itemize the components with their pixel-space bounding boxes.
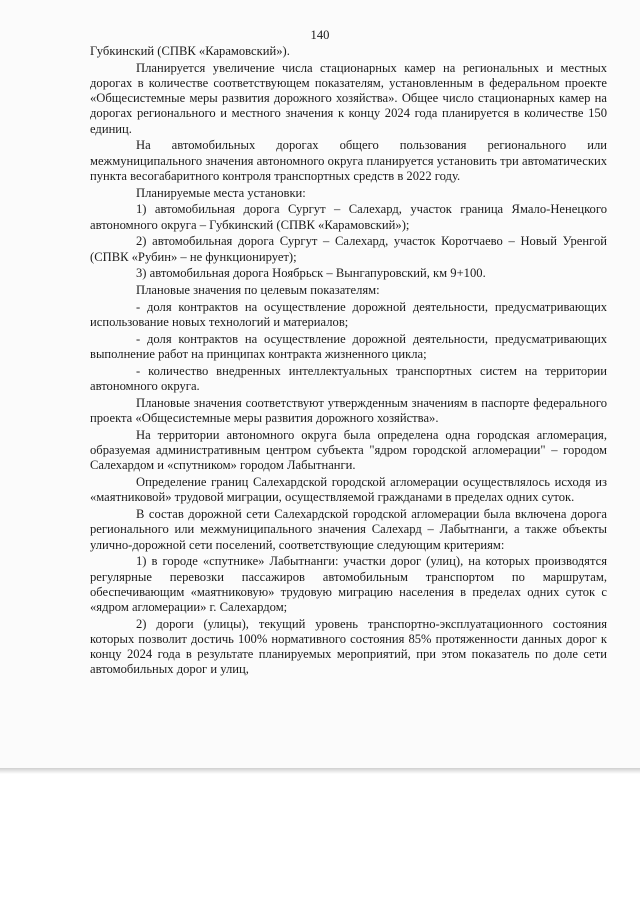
- list-item: 1) автомобильная дорога Сургут – Салехард, участок граница Ямало-Ненецкого автономного округа – Губкинский (СПВК «Карамовский»);: [90, 202, 607, 232]
- list-item: - количество внедренных интеллектуальных транспортных систем на территории автономного округа.: [90, 364, 607, 394]
- list-item: 3) автомобильная дорога Ноябрьск – Вынгапуровский, км 9+100.: [136, 266, 486, 281]
- paragraph: Плановые значения соответствуют утвержденным значениям в паспорте федерального проекта «Общесистемные меры развития дорожного хозяйства».: [90, 396, 607, 426]
- paragraph: На автомобильных дорогах общего пользования регионального или межмуниципального значения автономного округа планируется установить три автоматических пункта весогабаритного контроля транспортных средств в 2022 году.: [90, 138, 607, 183]
- list-item: 1) в городе «спутнике» Лабытнанги: участки дорог (улиц), на которых производятся регулярные перевозки пассажиров автомобильным транспортом по маршрутам, обеспечивающим «маятниковую» трудовую миграцию населения в пределах одних суток с «ядром агломерации» г. Салехардом;: [90, 554, 607, 615]
- page-number: 140: [310, 28, 330, 42]
- paragraph: Планируемые места установки:: [136, 185, 306, 200]
- paragraph: Планируется увеличение числа стационарных камер на региональных и местных дорогах в количестве соответствующем показателям, установленным в федеральном проекте «Общесистемные меры развития дорожного хозяйства». Общее число стационарных камер на дорогах регионального и местного значения к концу 2024 года планируется в количестве 150 единиц.: [90, 60, 607, 136]
- list-item: - доля контрактов на осуществление дорожной деятельности, предусматривающих использование новых технологий и материалов;: [90, 300, 607, 330]
- paragraph: Определение границ Салехардской городской агломерации осуществлялось исходя из «маятниковой» трудовой миграции, осуществляемой гражданами в пределах одних суток.: [90, 475, 607, 505]
- list-item: - доля контрактов на осуществление дорожной деятельности, предусматривающих выполнение работ на принципах контракта жизненного цикла;: [90, 332, 607, 362]
- list-item: 2) автомобильная дорога Сургут – Салехард, участок Коротчаево – Новый Уренгой (СПВК «Рубин» – не функционирует);: [90, 234, 607, 264]
- document-body: [90, 44, 607, 679]
- paragraph: Губкинский (СПВК «Карамовский»).: [90, 44, 290, 58]
- paragraph: В состав дорожной сети Салехардской городской агломерации была включена дорога регионального или межмуниципального значения Салехард – Лабытнанги, а также объекты улично-дорожной сети поселений, соответствующие следующим критериям:: [90, 507, 607, 552]
- list-item: 2) дороги (улицы), текущий уровень транспортно-эксплуатационного состояния которых позволит достичь 100% нормативного состояния 85% протяженности данных дорог к концу 2024 года в результате планируемых мероприятий, при этом показатель по доле сети автомобильных дорог и улиц,: [90, 616, 607, 677]
- paragraph: Плановые значения по целевым показателям:: [136, 283, 380, 298]
- paragraph: На территории автономного округа была определена одна городская агломерация, образуемая административным центром субъекта "ядром городской агломерации" – городом Салехардом и «спутником» городом Лабытнанги.: [90, 428, 607, 473]
- page-edge-shadow: [0, 768, 640, 774]
